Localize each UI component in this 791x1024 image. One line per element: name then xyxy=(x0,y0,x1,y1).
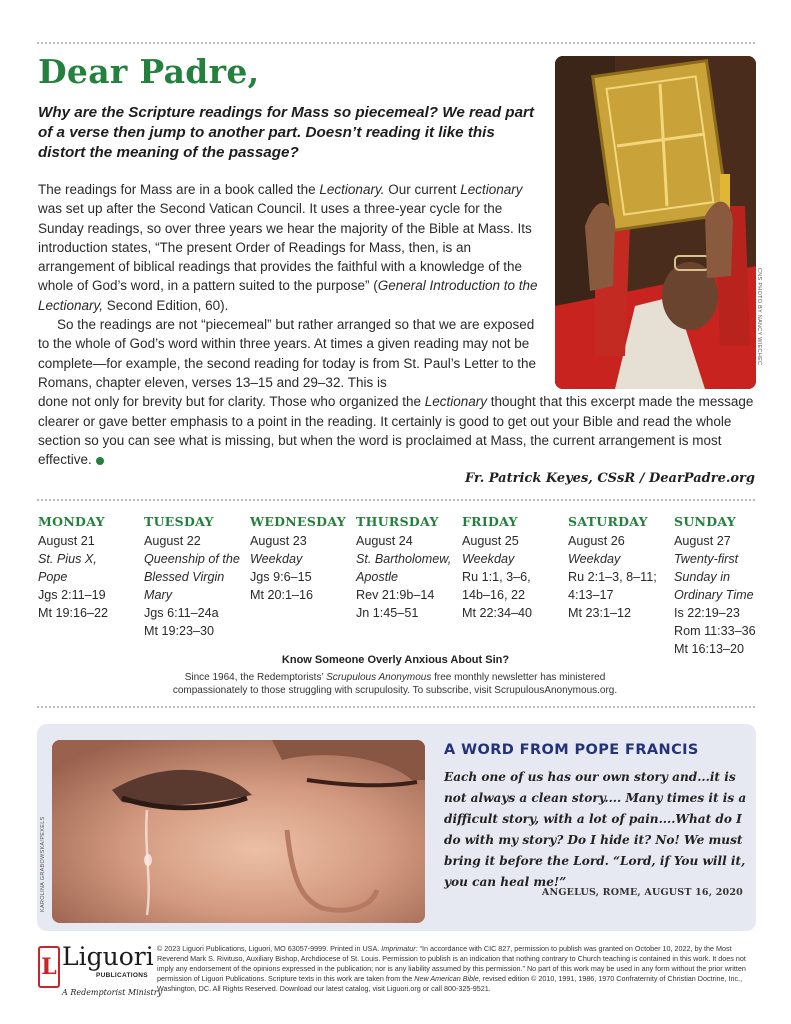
day-reading: Mt 16:13–20 xyxy=(674,642,745,656)
day-feast: St. Bartholomew, Apostle xyxy=(356,552,452,584)
day-reading: Jgs 9:6–15 xyxy=(250,570,312,584)
promo-heading: Know Someone Overly Anxious About Sin? xyxy=(281,654,510,666)
day-reading: Mt 19:23–30 xyxy=(144,624,215,638)
day-name: MONDAY xyxy=(38,514,105,529)
day-reading: Is 22:19–23 xyxy=(674,606,740,620)
day-feast: Twenty-first Sunday in Ordinary Time xyxy=(674,552,754,602)
day-sunday xyxy=(674,514,778,658)
day-friday xyxy=(462,514,566,622)
crying-face-photo xyxy=(52,740,425,923)
day-reading: Mt 20:1–16 xyxy=(250,588,314,602)
answer-paragraph-2: So the readings are not “piecemeal” but rather arranged so that we are exposed to the whole of God’s word within three years. At times a given reading may not be complete—for example, the second reading for today is from St. Paul’s Letter to the Romans, chapter eleven, verses 13–15 and 29–32. This is xyxy=(38,317,537,390)
question: Why are the Scripture readings for Mass so piecemeal? We read part of a verse then jump to another part. Doesn’t reading it like this distort the meaning of the passage? xyxy=(38,104,535,161)
day-date: August 26 xyxy=(568,534,625,548)
day-reading: Mt 22:34–40 xyxy=(462,606,533,620)
day-feast: Weekday xyxy=(462,552,515,566)
liguori-logo xyxy=(38,942,163,1004)
answer-paragraph-2-cont: done not only for brevity but for clarity. Those who organized the Lectionary thought that this excerpt made the message clearer or gave better emphasis to a point in the reading. It certainly is good to get out your Bible and read the whole section so you can see what is missing, but when the word is proclaimed at Mass, the current arrangement is most effective. xyxy=(38,394,754,468)
day-name: THURSDAY xyxy=(356,514,439,529)
day-feast: Weekday xyxy=(568,552,621,566)
promo-body: Since 1964, the Redemptorists’ Scrupulous Anonymous free monthly newsletter has ministered compassionately to those struggling with scrupulosity. To subscribe, visit ScrupulousAnonymous.org. xyxy=(172,672,618,696)
day-feast: Queenship of the Blessed Virgin Mary xyxy=(144,552,240,602)
pope-section-title: A WORD FROM POPE FRANCIS xyxy=(444,742,699,758)
day-date: August 24 xyxy=(356,534,413,548)
pope-quote: Each one of us has our own story and...it is not always a clean story.... Many times it is a difficult story, with a lot of pain....What do I do with my story? Do I hide it? No! We must bring it before the Lord. “Lord, if You will it, you can heal me!” xyxy=(444,770,747,889)
day-name: WEDNESDAY xyxy=(250,514,346,529)
day-name: SUNDAY xyxy=(674,514,736,529)
day-name: SATURDAY xyxy=(568,514,648,529)
page-title: Dear Padre, xyxy=(38,52,260,91)
answer-paragraph-1: The readings for Mass are in a book called the Lectionary. Our current Lectionary was set up after the Second Vatican Council. It uses a three-year cycle for the Sunday readings, so over three years we hear the majority of the Bible at Mass. Its introduction states, “The present Order of Readings for Mass, then, is an arrangement of biblical readings that provides the faithful with a knowledge of the whole of God’s word, in a pattern suited to the purpose” (General Introduction to the Lectionary, Second Edition, 60). xyxy=(38,182,538,313)
logo-publications: PUBLICATIONS xyxy=(96,972,148,979)
day-feast: Weekday xyxy=(250,552,303,566)
crying-face-art xyxy=(52,740,425,923)
day-reading: Mt 19:16–22 xyxy=(38,606,109,620)
day-saturday xyxy=(568,514,672,622)
liguori-emblem-icon: L xyxy=(38,946,60,988)
day-date: August 25 xyxy=(462,534,519,548)
day-date: August 21 xyxy=(38,534,95,548)
day-name: FRIDAY xyxy=(462,514,518,529)
day-reading: Mt 23:1–12 xyxy=(568,606,632,620)
day-reading: Ru 2:1–3, 8–11; 4:13–17 xyxy=(568,570,657,602)
author-signature: Fr. Patrick Keyes, CSsR / DearPadre.org xyxy=(465,471,755,486)
day-tuesday xyxy=(144,514,248,640)
day-thursday xyxy=(356,514,460,622)
day-monday xyxy=(38,514,142,622)
day-date: August 27 xyxy=(674,534,731,548)
lower-divider xyxy=(37,706,755,708)
day-reading: Jn 1:45–51 xyxy=(356,606,419,620)
photo-credit: CNS PHOTO BY NANCY WIECHEC xyxy=(756,268,762,366)
end-mark-dot xyxy=(96,457,104,465)
answer-body xyxy=(38,180,758,469)
day-feast: St. Pius X, Pope xyxy=(38,552,97,584)
middle-divider xyxy=(37,499,755,501)
day-reading: Ru 1:1, 3–6, 14b–16, 22 xyxy=(462,570,531,602)
day-reading: Jgs 6:11–24a xyxy=(144,606,219,620)
day-reading: Rom 11:33–36 xyxy=(674,624,756,638)
day-reading: Rev 21:9b–14 xyxy=(356,588,435,602)
pope-quote-source: ANGELUS, ROME, AUGUST 16, 2020 xyxy=(541,887,743,898)
day-date: August 23 xyxy=(250,534,307,548)
day-wednesday xyxy=(250,514,354,604)
copyright-footer: © 2023 Liguori Publications, Liguori, MO 63057-9999. Printed in USA. Imprimatur: “In accordance with CIC 827, permission to publish was granted on October 10, 2022, by the Most Reverend Mark S. Rivituso, Auxiliary Bishop, Archdiocese of St. Louis. Permission to publish is an indication that nothing contrary to Church teaching is contained in this work. It does not imply any endorsement of the opinions expressed in the publication; nor is any liability assumed by this permission.” No part of this work may be used in any form without the prior written permission of Liguori Publications. Scripture texts in this work are taken from the New American Bible, revised edition © 2010, 1991, 1986, 1970 Confraternity of Christian Doctrine, Inc., Washington, DC. All Rights Reserved. Download our latest catalog, visit Liguori.org or call 800-325-9521. xyxy=(157,944,746,993)
day-name: TUESDAY xyxy=(144,514,214,529)
day-date: August 22 xyxy=(144,534,201,548)
logo-wordmark: Liguori xyxy=(62,942,154,971)
day-reading: Jgs 2:11–19 xyxy=(38,588,106,602)
top-divider xyxy=(37,42,755,44)
photo2-credit: KAROLINA GRABOWSKA/PEXELS xyxy=(40,816,46,912)
logo-tagline: A Redemptorist Ministry xyxy=(62,988,163,997)
